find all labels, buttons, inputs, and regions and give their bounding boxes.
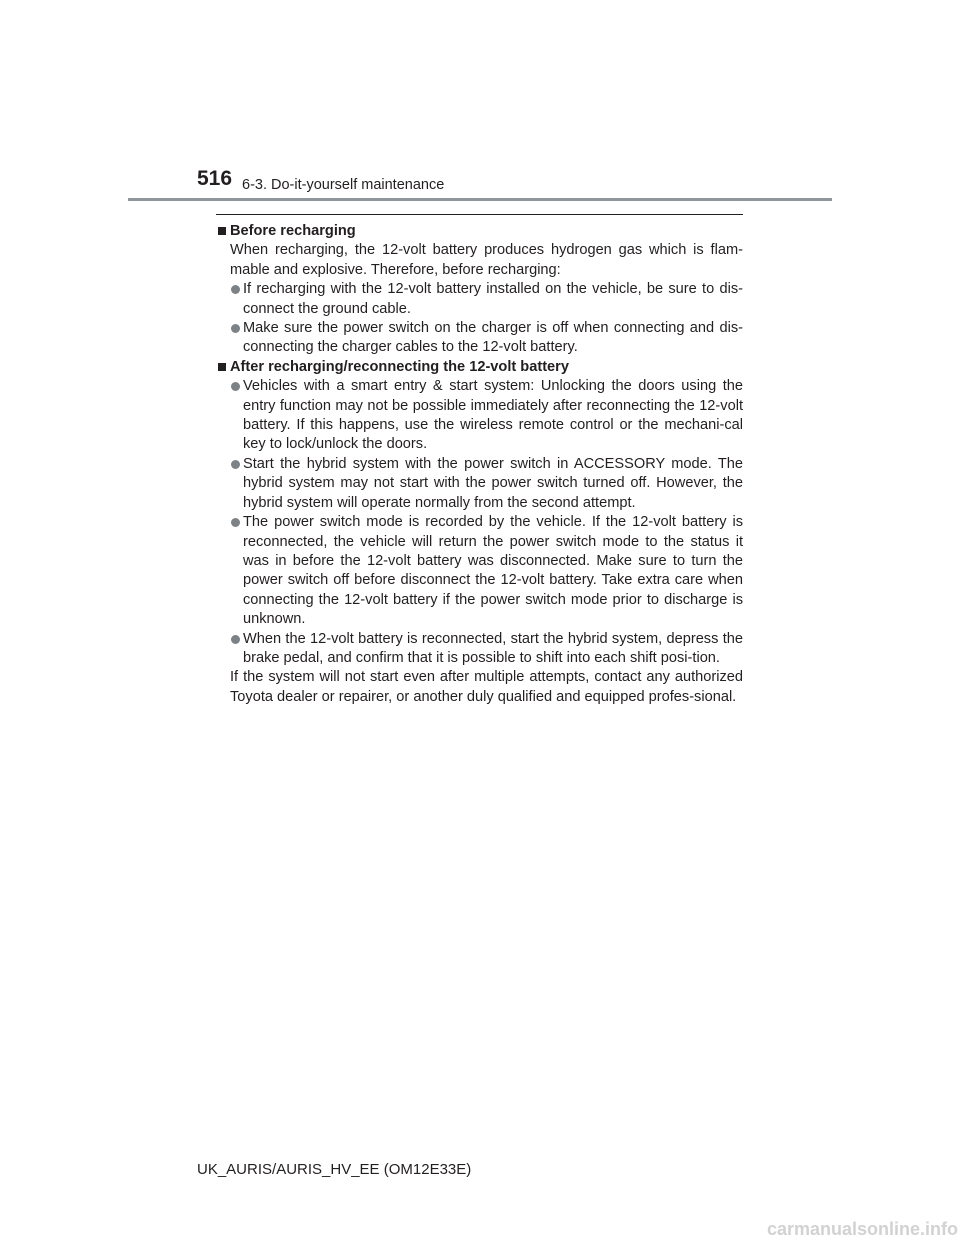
list-item-text: If recharging with the 12-volt battery installed on the vehicle, be sure to dis-connect the ground cable. — [243, 281, 743, 317]
page-number: 516 — [197, 167, 233, 190]
round-bullet-icon — [231, 382, 240, 391]
square-bullet-icon — [218, 363, 226, 371]
manual-code-footer: UK_AURIS/AURIS_HV_EE (OM12E33E) — [197, 1161, 472, 1178]
list-item — [217, 280, 743, 319]
watermark: carmanualsonline.info — [766, 1219, 958, 1239]
square-bullet-icon — [218, 227, 226, 235]
list-item-text: When the 12-volt battery is reconnected, start the hybrid system, depress the brake pedal, and confirm that it is possible to shift into each shift posi-tion. — [243, 630, 743, 666]
list-item — [217, 377, 743, 455]
round-bullet-icon — [231, 285, 240, 294]
list-item — [217, 319, 743, 358]
list-item — [217, 455, 743, 513]
list-item-text: The power switch mode is recorded by the vehicle. If the 12-volt battery is reconnected, the vehicle will return the power switch mode to the status it was in before the 12-volt battery was disconnected. Make sure to turn the power switch off before disconnect the 12-volt battery. Take extra care when connecting the 12-volt battery if the power switch mode prior to discharge is unknown. — [243, 514, 743, 628]
round-bullet-icon — [231, 635, 240, 644]
section-title: 6-3. Do-it-yourself maintenance — [242, 177, 445, 193]
header-divider — [128, 198, 832, 201]
list-item-text: Make sure the power switch on the charger is off when connecting and dis-connecting the charger cables to the 12-volt battery. — [243, 320, 743, 356]
closing-paragraph: If the system will not start even after multiple attempts, contact any authorized Toyota dealer or repairer, or another duly qualified and equipped profes-sional. — [230, 669, 743, 705]
page-content — [217, 222, 743, 707]
round-bullet-icon — [231, 460, 240, 469]
list-item-text: Vehicles with a smart entry & start system: Unlocking the doors using the entry function may not be possible immediately after reconnecting the 12-volt battery. If this happens, use the wireless remote control or the mechani-cal key to lock/unlock the doors. — [243, 378, 743, 453]
list-item — [217, 513, 743, 629]
section-heading-before-recharging — [217, 222, 743, 241]
section-heading-after-recharging — [217, 358, 743, 377]
heading-text: Before recharging — [230, 223, 356, 239]
list-item-text: Start the hybrid system with the power switch in ACCESSORY mode. The hybrid system may not start with the power switch turned off. However, the hybrid system will operate normally from the second attempt. — [243, 455, 743, 511]
intro-paragraph: When recharging, the 12-volt battery produces hydrogen gas which is flam-mable and explosive. Therefore, before recharging: — [230, 242, 743, 278]
round-bullet-icon — [231, 324, 240, 333]
content-divider — [216, 214, 743, 215]
round-bullet-icon — [231, 518, 240, 527]
list-item — [217, 630, 743, 669]
heading-text: After recharging/reconnecting the 12-volt battery — [230, 358, 569, 375]
